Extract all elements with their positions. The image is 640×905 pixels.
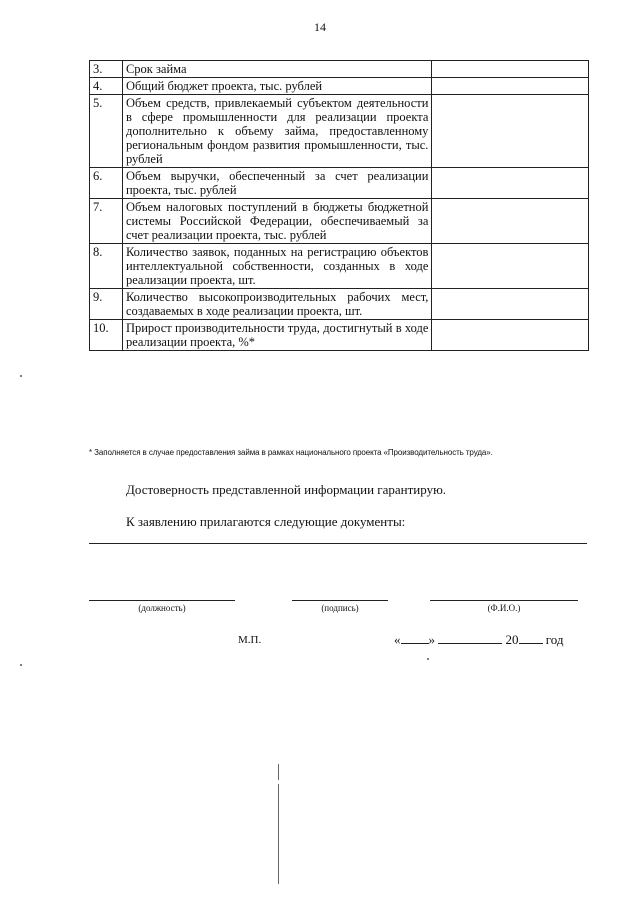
row-value-cell[interactable] [432, 289, 589, 320]
year-field[interactable] [519, 632, 543, 644]
date-open-quote: « [394, 632, 401, 647]
row-value-cell[interactable] [432, 244, 589, 289]
scan-speck [20, 375, 22, 377]
position-caption: (должность) [138, 603, 186, 613]
row-number: 9. [90, 289, 123, 320]
row-number: 8. [90, 244, 123, 289]
name-line[interactable] [430, 600, 578, 601]
attachments-line[interactable] [89, 543, 587, 544]
row-description: Количество заявок, поданных на регистрацию объектов интеллектуальной собственности, созданных в ходе реализации проекта, шт. [122, 244, 431, 289]
row-description: Объем средств, привлекаемый субъектом деятельности в сфере промышленности для реализации проекта дополнительно к объему займа, предоставленному региональным фондом развития промышленности, тыс. рублей [122, 95, 431, 168]
signature-caption: (подпись) [321, 603, 359, 613]
row-number: 4. [90, 78, 123, 95]
signature-line[interactable] [292, 600, 388, 601]
row-value-cell[interactable] [432, 95, 589, 168]
name-caption: (Ф.И.О.) [487, 603, 521, 613]
table-row [90, 244, 589, 289]
year-suffix: год [545, 632, 564, 647]
guarantee-statement: Достоверность представленной информации гарантирую. [126, 482, 447, 497]
row-number: 7. [90, 199, 123, 244]
attachments-statement: К заявлению прилагаются следующие документы: [126, 514, 406, 529]
table-row [90, 61, 589, 78]
scan-speck [427, 658, 429, 660]
date-line [394, 632, 564, 648]
row-number: 6. [90, 168, 123, 199]
table-row [90, 320, 589, 351]
scan-speck [20, 664, 22, 666]
scan-artifact-line [278, 784, 279, 884]
table-row [90, 95, 589, 168]
row-description: Количество высокопроизводительных рабочих мест, создаваемых в ходе реализации проекта, шт. [122, 289, 431, 320]
row-description: Прирост производительности труда, достигнутый в ходе реализации проекта, %* [122, 320, 431, 351]
row-description: Объем выручки, обеспеченный за счет реализации проекта, тыс. рублей [122, 168, 431, 199]
project-indicators-table [89, 60, 589, 351]
row-number: 3. [90, 61, 123, 78]
row-value-cell[interactable] [432, 61, 589, 78]
page-number: 14 [314, 20, 326, 34]
table-row [90, 289, 589, 320]
row-description: Срок займа [122, 61, 431, 78]
date-close-quote: » [428, 632, 435, 647]
position-line[interactable] [89, 600, 235, 601]
row-value-cell[interactable] [432, 168, 589, 199]
row-number: 5. [90, 95, 123, 168]
month-field[interactable] [438, 632, 502, 644]
table-row [90, 78, 589, 95]
footnote: * Заполняется в случае предоставления займа в рамках национального проекта «Производительность труда». [89, 448, 493, 457]
row-value-cell[interactable] [432, 199, 589, 244]
table-row [90, 199, 589, 244]
scan-artifact-line [278, 764, 279, 780]
stamp-label: М.П. [238, 634, 262, 646]
table-row [90, 168, 589, 199]
day-field[interactable] [401, 632, 429, 644]
row-description: Общий бюджет проекта, тыс. рублей [122, 78, 431, 95]
row-number: 10. [90, 320, 123, 351]
row-description: Объем налоговых поступлений в бюджеты бюджетной системы Российской Федерации, обеспечиваемый за счет реализации проекта, тыс. рублей [122, 199, 431, 244]
year-prefix: 20 [505, 632, 519, 647]
row-value-cell[interactable] [432, 320, 589, 351]
row-value-cell[interactable] [432, 78, 589, 95]
